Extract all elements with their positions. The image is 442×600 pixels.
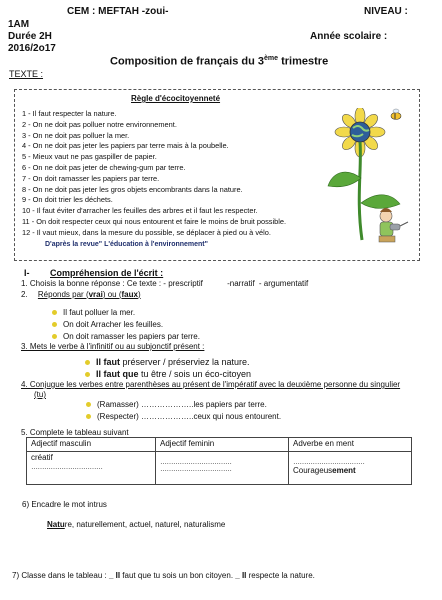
question-2 — [21, 290, 141, 299]
q7-text-a: 7) Classe dans le tableau : — [12, 571, 109, 580]
rule-item: 4 - On ne doit pas jeter les papiers par terre mais à la poubelle. — [22, 141, 229, 151]
rule-item: 11 - On doit respecter ceux qui nous entourent et faire le moins de bruit possible. — [22, 216, 287, 226]
q6-other-words: , naturellement, actuel, naturel, naturalisme — [71, 520, 226, 529]
bullet-icon — [86, 402, 91, 407]
q2-label — [38, 290, 141, 299]
school-name: CEM : MEFTAH -zoui- — [67, 6, 169, 17]
q4-line — [86, 412, 281, 421]
question-5: 5. Complete le tableau suivant — [21, 428, 129, 437]
q2-item-text: On doit ramasser les papiers par terre. — [63, 332, 200, 341]
q2-number: 2. — [21, 290, 28, 299]
adjective-table — [26, 437, 412, 485]
school-year: 2016/2o17 — [8, 43, 56, 54]
rule-item: 9 - On doit trier les déchets. — [22, 195, 113, 205]
rules-list — [22, 109, 286, 239]
rule-item: 3 - On ne doit pas polluer la mer. — [22, 130, 130, 140]
section-title: Compréhension de l'écrit : — [50, 268, 164, 278]
q3-line-2 — [85, 369, 251, 379]
q4-line — [86, 400, 267, 409]
q1-option-narratif: -narratif — [227, 279, 255, 288]
q1-label: 1. Choisis la bonne réponse : Ce texte : - prescriptif — [21, 279, 203, 288]
answer-blank[interactable]: …………………………… — [31, 464, 103, 471]
q6-first-end: re — [64, 520, 72, 529]
question-3: 3. Mets le verbe à l'infinitif ou au subjonctif présent : — [21, 342, 205, 351]
q3-line1-rest: préserver / préserviez la nature. — [120, 357, 250, 367]
adverb-example — [293, 466, 407, 475]
rule-item: 7 - On doit ramasser les papiers par terre. — [22, 173, 160, 183]
q2-item — [52, 332, 200, 341]
rule-item: 5 - Mieux vaut ne pas gaspiller de papier. — [22, 152, 157, 162]
rule-item: 12 - Il vaut mieux, dans la mesure du possible, se déplacer à pied ou à vélo. — [22, 227, 271, 237]
q4-line-text: (Respecter) ………………..ceux qui nous entourent. — [97, 412, 282, 421]
q2-item-text: On doit Arracher les feuilles. — [63, 320, 164, 329]
text-source: D'après la revue" L'éducation à l'environnement" — [45, 241, 208, 248]
q2-item — [52, 308, 135, 317]
stem — [359, 142, 362, 240]
annee-scolaire-label: Année scolaire : — [310, 31, 388, 42]
table-cell[interactable] — [289, 452, 412, 485]
leaf-right — [361, 195, 400, 209]
title-main: Composition de français du 3 — [110, 55, 265, 68]
q3-line2-rest: tu être / sois un éco-citoyen — [138, 369, 252, 379]
q6-first-word: Natu — [47, 520, 65, 529]
bullet-icon — [85, 360, 90, 365]
sunflower-illustration — [322, 108, 412, 248]
text-heading: Règle d'écocitoyenneté — [131, 94, 221, 103]
q7-il-2: _ Il — [235, 571, 247, 580]
q7-text-b: faut que tu sois un bon citoyen. — [120, 571, 236, 580]
answer-blank[interactable]: …………………………… — [160, 459, 232, 466]
table-row — [27, 452, 412, 485]
answer-blank[interactable]: …………………………… — [160, 466, 232, 473]
q3-line-1 — [85, 357, 250, 367]
table-header: Adverbe en ment — [289, 438, 412, 452]
bullet-icon — [52, 322, 57, 327]
adverb-prefix: Courageus — [293, 466, 333, 475]
question-7 — [12, 571, 315, 580]
rule-item: 2 - On ne doit pas polluer notre environnement. — [22, 119, 177, 129]
texte-label: TEXTE : — [9, 69, 44, 79]
question-4: 4. Conjugue les verbes entre parenthèses au présent de l'impératif avec la deuxième personne du singulier — [21, 380, 401, 389]
rule-item: 8 - On ne doit pas jeter les gros objets encombrants dans la nature. — [22, 184, 243, 194]
title-sup: ème — [264, 55, 279, 62]
q4-line-text: (Ramasser) ………………..les papiers par terre. — [97, 400, 267, 409]
bullet-icon — [52, 334, 57, 339]
level-label: 1AM — [8, 19, 30, 30]
bullet-icon — [52, 310, 57, 315]
q7-il-1: _ Il — [108, 571, 121, 580]
q1-option-argumentatif: - argumentatif — [258, 279, 309, 288]
q2-item-text: Il faut polluer la mer. — [63, 308, 136, 317]
table-cell[interactable] — [27, 452, 156, 485]
question-4-cont: (tu) — [34, 390, 46, 399]
bee-icon — [391, 109, 401, 120]
adverb-suffix: ement — [332, 466, 356, 475]
table-cell[interactable] — [156, 452, 289, 485]
niveau-label: NIVEAU : — [364, 6, 408, 17]
q2-item — [52, 320, 163, 329]
duration-label: Durée 2H — [8, 31, 52, 42]
bullet-icon — [85, 372, 90, 377]
q2-label-b: ) ou ( — [102, 290, 122, 299]
q2-vrai: vrai — [88, 290, 103, 299]
cell-text: créatif — [31, 453, 53, 462]
q2-label-c: ) — [137, 290, 141, 299]
q7-text-c: respecte la nature. — [246, 571, 315, 580]
gardener-figure — [379, 208, 408, 242]
q2-faux: faux — [121, 290, 138, 299]
rule-item: 6 - On ne doit pas jeter de chewing-gum par terre. — [22, 162, 186, 172]
question-1 — [21, 279, 308, 288]
leaf-left — [328, 172, 361, 187]
question-6: 6) Encadre le mot intrus — [22, 500, 107, 509]
bullet-icon — [86, 414, 91, 419]
table-header-row — [27, 438, 412, 452]
table-header: Adjectif feminin — [156, 438, 289, 452]
page-title — [110, 55, 328, 68]
table-header: Adjectif masculin — [27, 438, 156, 452]
q6-words — [47, 520, 225, 529]
q2-label-a: Réponds par ( — [37, 290, 89, 299]
answer-blank[interactable]: …………………………… — [293, 459, 365, 466]
q3-line1-bold: Il faut — [96, 357, 120, 367]
q3-line2-bold: Il faut que — [96, 369, 139, 379]
section-number: I- — [24, 268, 30, 278]
rule-item: 10 - Il faut éviter d'arracher les feuilles des arbres et il faut les respecter. — [22, 206, 258, 216]
title-end: trimestre — [278, 55, 329, 68]
rule-item: 1 - Il faut respecter la nature. — [22, 109, 117, 118]
